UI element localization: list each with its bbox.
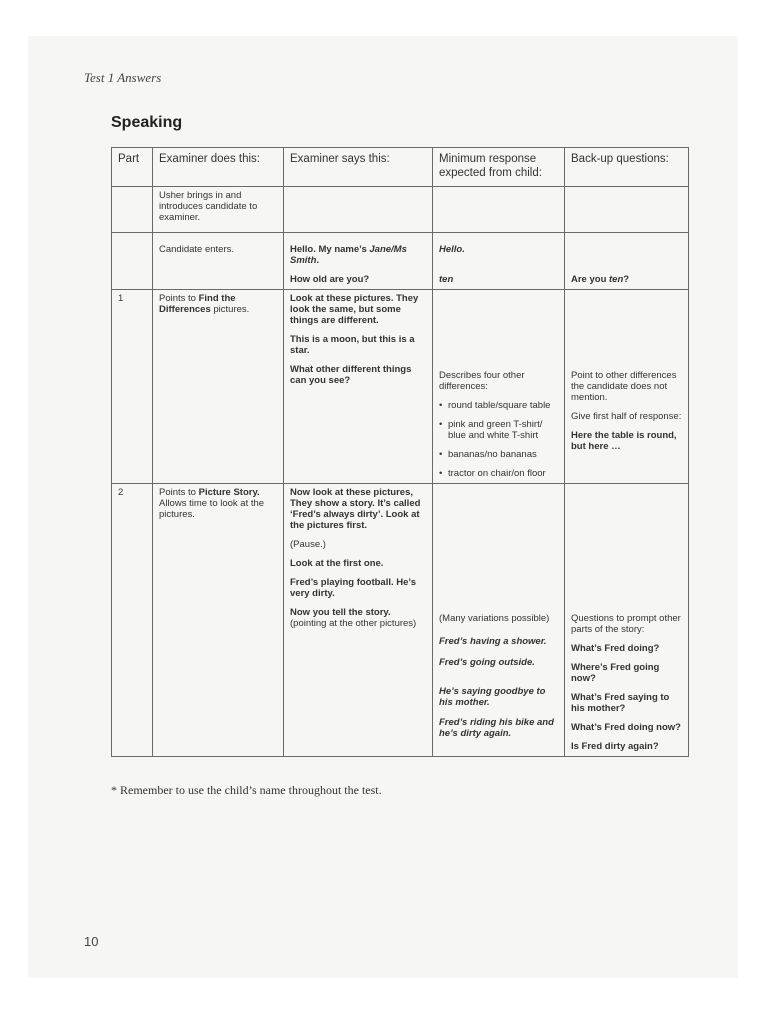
- table-header-row: [112, 148, 689, 187]
- part2-says-pointing: (pointing at the other pictures): [290, 618, 417, 629]
- candidate-enters: Candidate enters.: [159, 244, 234, 255]
- part2-backup-saying: What’s Fred saying to his mother?: [571, 692, 670, 714]
- part2-response-bike: Fred’s riding his bike and he’s dirty again.: [439, 717, 554, 739]
- col-header-examiner-says: Examiner says this:: [284, 148, 433, 187]
- list-item: • pink and green T-shirt/ blue and white T-shirt: [439, 419, 558, 441]
- how-old-line: How old are you?: [290, 274, 370, 285]
- col-header-minimum-response: Minimum response expected from child:: [433, 148, 565, 187]
- part2-says-now-look: Now look at these pictures, They show a story. It’s called ‘Fred’s always dirty’. Look at the pictures first.: [290, 487, 421, 531]
- part2-response-intro: (Many variations possible): [439, 613, 550, 624]
- list-item: • round table/square table: [439, 400, 558, 411]
- running-head: Test 1 Answers: [84, 70, 162, 85]
- part2-backup-going: Where’s Fred going now?: [571, 662, 660, 684]
- footnote: * Remember to use the child’s name throughout the test.: [111, 783, 382, 797]
- part1-says-what-other: What other different things can you see?: [290, 364, 412, 386]
- hello-line: Hello. My name’s Jane/Ms Smith.: [290, 244, 407, 266]
- part2-examiner-does: Points to Picture Story. Allows time to look at the pictures.: [153, 484, 284, 757]
- part1-says-moon: This is a moon, but this is a star.: [290, 334, 415, 356]
- part2-backup-doing: What’s Fred doing?: [571, 643, 660, 654]
- response-hello: Hello.: [439, 244, 465, 255]
- part2-says-first-one: Look at the first one.: [290, 558, 384, 569]
- table-row-intro: [112, 233, 689, 290]
- part1-backup-here: Here the table is round, but here …: [571, 430, 677, 452]
- table-row-usher: [112, 187, 689, 233]
- part2-response-shower: Fred’s having a shower.: [439, 636, 547, 647]
- part2-says-tell-story: Now you tell the story.: [290, 607, 391, 618]
- speaking-table: [111, 147, 689, 757]
- page-number: 10: [84, 934, 99, 949]
- part1-examiner-does: Points to Find the Differences pictures.: [153, 290, 284, 484]
- part2-backup-dirty-again: Is Fred dirty again?: [571, 741, 659, 752]
- list-item: • tractor on chair/on floor: [439, 468, 558, 479]
- part2-response-outside: Fred’s going outside.: [439, 657, 535, 668]
- part1-response-intro: Describes four other differences:: [439, 370, 525, 392]
- list-item: • bananas/no bananas: [439, 449, 558, 460]
- part2-says-pause: (Pause.): [290, 539, 326, 550]
- col-header-backup-questions: Back-up questions:: [565, 148, 689, 187]
- usher-text: Usher brings in and introduces candidate to examiner.: [153, 187, 284, 233]
- table-row-part-2: [112, 484, 689, 757]
- section-title: Speaking: [111, 114, 183, 131]
- part1-says-look: Look at these pictures. They look the same, but some things are different.: [290, 293, 419, 326]
- table-row-part-1: [112, 290, 689, 484]
- part2-response-goodbye: He’s saying goodbye to his mother.: [439, 686, 546, 708]
- col-header-part: Part: [112, 148, 153, 187]
- part2-backup-intro: Questions to prompt other parts of the story:: [571, 613, 681, 635]
- part-number-1: 1: [112, 290, 153, 484]
- part-number-2: 2: [112, 484, 153, 757]
- response-ten: ten: [439, 274, 454, 285]
- backup-are-you-ten: Are you ten?: [571, 274, 630, 285]
- part2-says-fred-football: Fred’s playing football. He’s very dirty.: [290, 577, 416, 599]
- part1-backup-give: Give first half of response:: [571, 411, 682, 422]
- part2-backup-doing-now: What’s Fred doing now?: [571, 722, 681, 733]
- col-header-examiner-does: Examiner does this:: [153, 148, 284, 187]
- part1-backup-point: Point to other differences the candidate does not mention.: [571, 370, 677, 403]
